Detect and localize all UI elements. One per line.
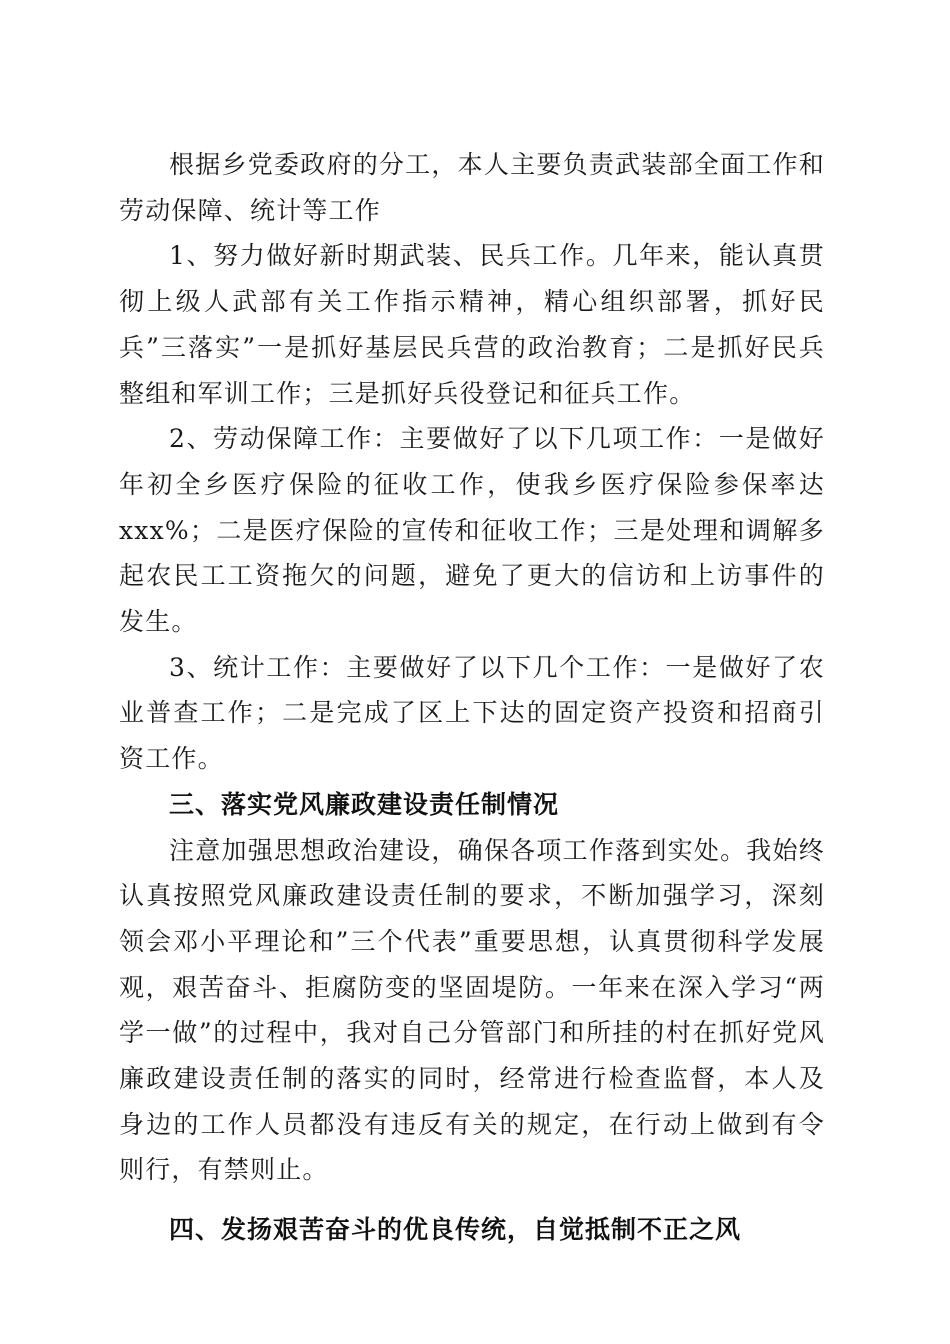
paragraph-party-integrity: 注意加强思想政治建设，确保各项工作落到实处。我始终认真按照党风廉政建设责任制的要求，不断加强学习，深刻领会邓小平理论和”三个代表”重要思想，认真贯彻科学发展观，艰苦奋斗、拒腐防变的坚固堤防。一年来在深入学习“两学一做”的过程中，我对自己分管部门和所挂的村在抓好党风廉政建设责任制的落实的同时，经常进行检查监督，本人及身边的工作人员都没有违反有关的规定，在行动上做到有令则行，有禁则止。 xyxy=(119,835,825,1185)
paragraph-division-of-work: 根据乡党委政府的分工，本人主要负责武装部全面工作和劳动保障、统计等工作 xyxy=(119,150,825,225)
section-heading-3: 三、落实党风廉政建设责任制情况 xyxy=(169,789,560,819)
paragraph-statistics: 3、统计工作：主要做好了以下几个工作：一是做好了农业普查工作；二是完成了区上下达的固定资产投资和招商引资工作。 xyxy=(119,652,825,774)
document-body xyxy=(119,142,825,1253)
section-heading-4: 四、发扬艰苦奋斗的优良传统，自觉抵制不正之风 xyxy=(169,1215,742,1245)
paragraph-labor-security: 2、劳动保障工作：主要做好了以下几项工作：一是做好年初全乡医疗保险的征收工作，使我乡医疗保险参保率达xxx%；二是医疗保险的宣传和征收工作；三是处理和调解多起农民工工资拖欠的问题，避免了更大的信访和上访事件的发生。 xyxy=(119,424,825,637)
paragraph-militia-work: 1、努力做好新时期武装、民兵工作。几年来，能认真贯彻上级人武部有关工作指示精神，精心组织部署，抓好民兵”三落实”一是抓好基层民兵营的政治教育；二是抓好民兵整组和军训工作；三是抓好兵役登记和征兵工作。 xyxy=(119,241,825,408)
